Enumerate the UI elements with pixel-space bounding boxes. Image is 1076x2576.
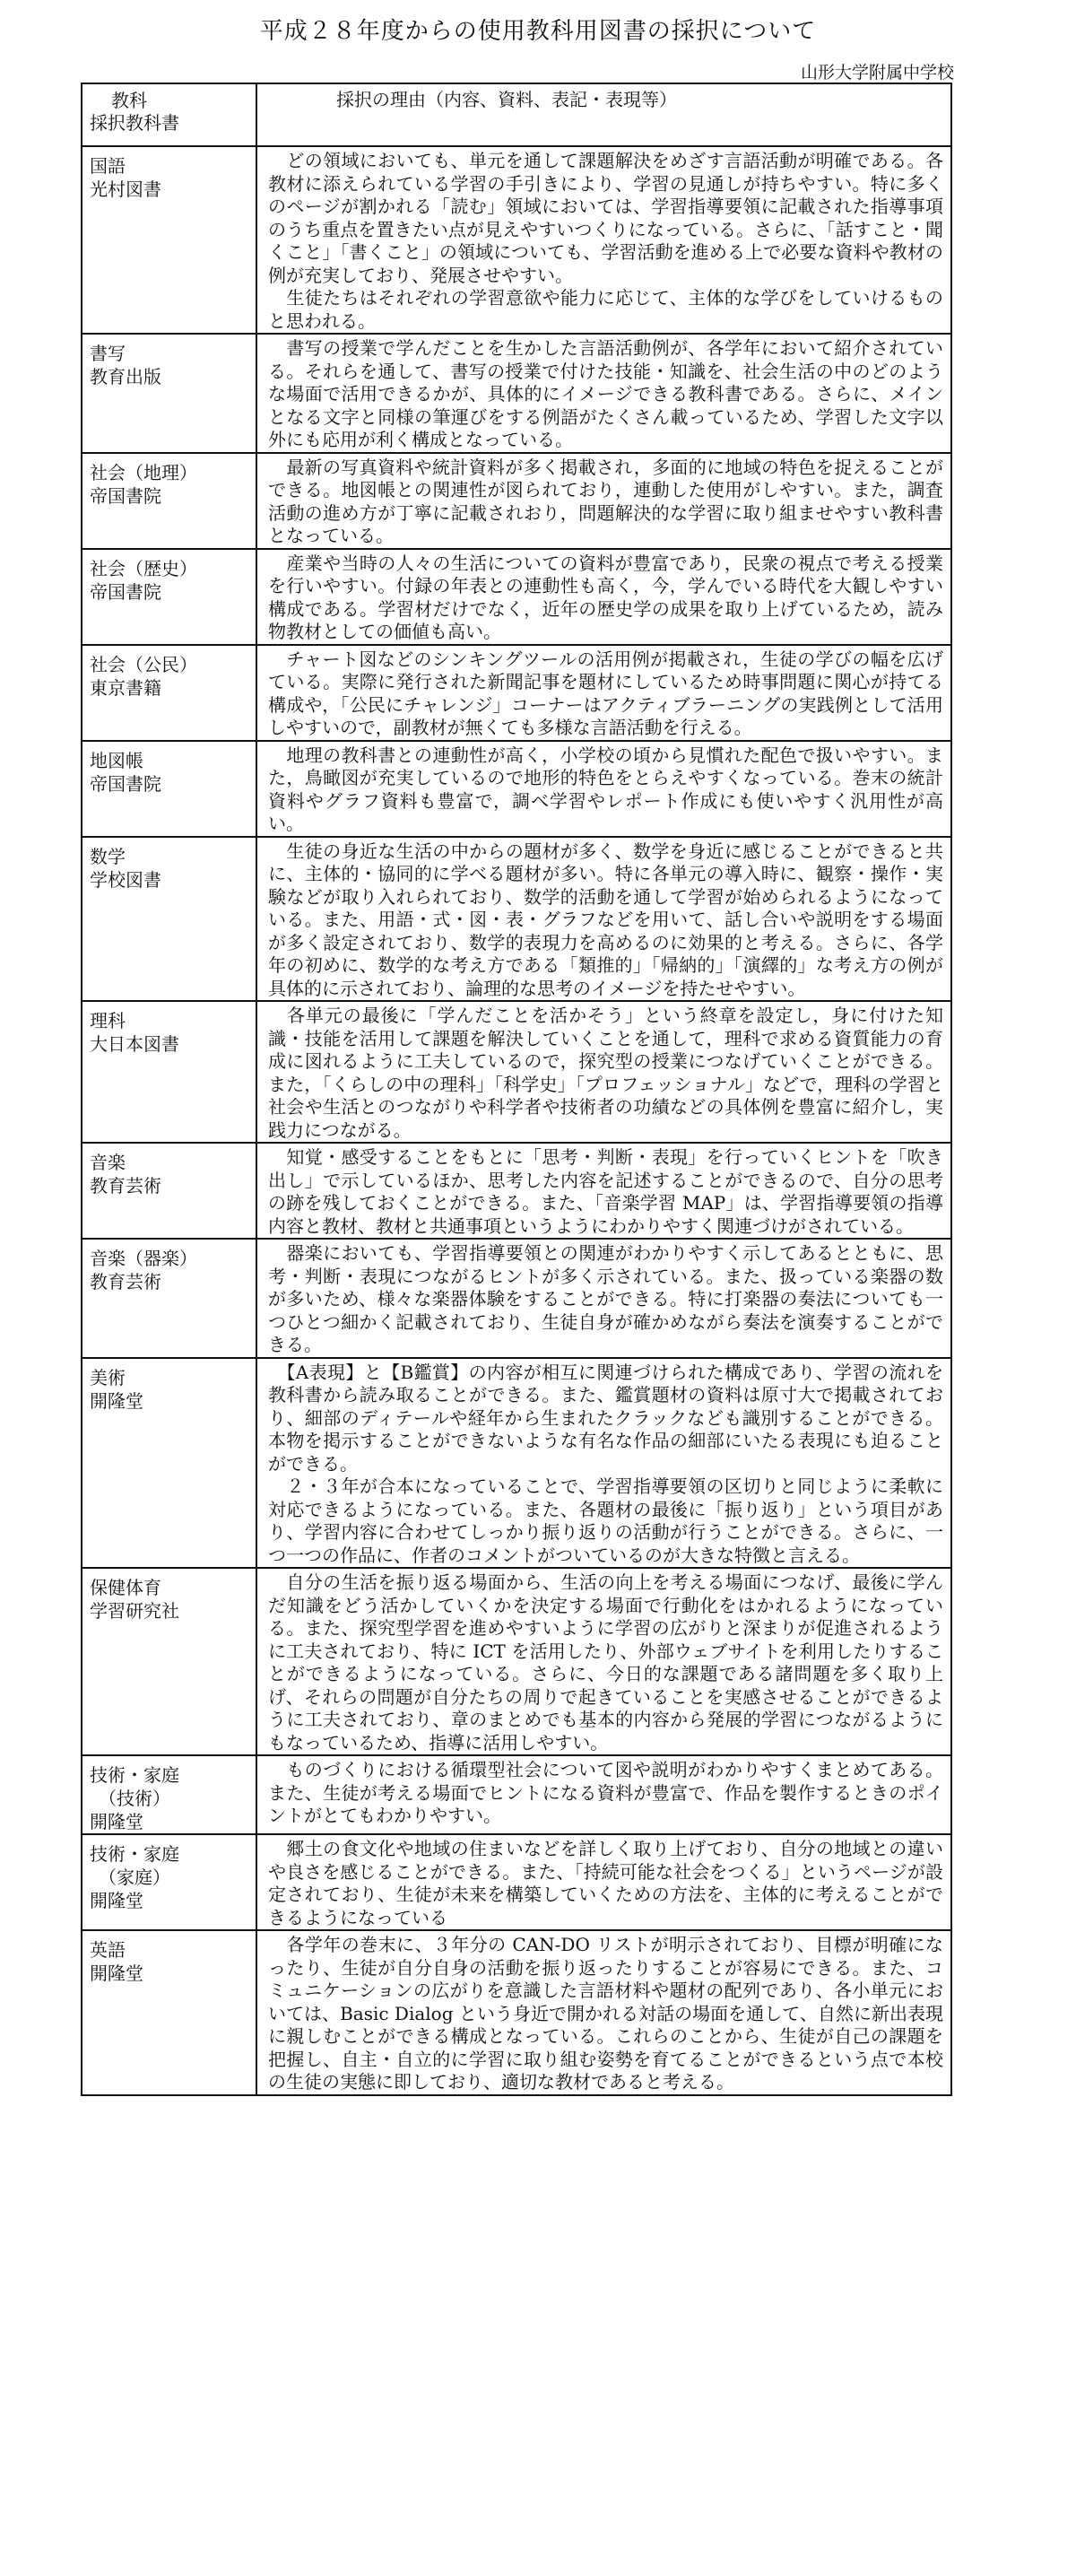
table-row [82,1143,951,1239]
publisher-name: 開隆堂 [90,1962,143,1984]
table-row [82,837,951,1002]
subject-cell [82,837,256,1002]
subject-name: 英語 [90,1939,126,1961]
subject-name: 地図帳 [90,749,143,771]
subject-name: 社会（地理） [90,461,197,483]
subject-cell [82,334,256,453]
reason-cell [256,1755,951,1834]
table-row [82,1001,951,1143]
reason-paragraph: 自分の生活を振り返る場面から、生活の向上を考える場面につなげ、最後に学んだ知識をどう活かしていくかを決定する場面で行動化をはかれるようになっている。また、探究型学習を進めやすいように学習の広がりと深まりが促進されるように工夫されており、特に ICT を活用したり、外部ウェブサイトを利用したりすることができるようになっている。さらに、今日的な課題である諸問題を多く取り上げ、それらの問題が自分たちの周りで起きていることを実感させることができるように工夫されており、章のまとめでも基本的内容から発展的学習につながるようにもなっているため、指導に活用しやすい。 [268,1571,943,1754]
subject-cell [82,741,256,837]
table-row [82,334,951,453]
subject-name: 技術・家庭 [90,1764,179,1786]
subject-cell [82,1143,256,1239]
table-row [82,1755,951,1834]
subject-name: 音楽 [90,1152,126,1173]
table-row [82,1930,951,2095]
page-title: 平成２８年度からの使用教科用図書の採択について [259,18,817,45]
reason-cell [256,741,951,837]
table-row [82,146,951,334]
table-row [82,1358,951,1569]
subject-name: 美術 [90,1366,126,1388]
subject-name: 理科 [90,1010,126,1031]
reason-cell [256,453,951,549]
subject-name: 社会（公民） [90,653,197,675]
reason-paragraph: 各単元の最後に「学んだことを活かそう」という終章を設定し，身に付けた知識・技能を活用して課題を解決していくことを通して，理科で求める資質能力の育成に図れるように工夫しているので，探究型の授業につなげていくことができる。また，「くらしの中の理科」「科学史」「プロフェッショナル」などで，理科の学習と社会や生活とのつながりや科学者や技術者の功績などの具体例を豊富に紹介し，実践力につながる。 [268,1005,943,1141]
publisher-name: 教育芸術 [90,1175,161,1197]
publisher-name: 学習研究社 [90,1600,179,1622]
publisher-name: 開隆堂 [90,1389,143,1412]
table-row [82,1834,951,1930]
reason-cell [256,1834,951,1930]
publisher-name: 開隆堂 [90,1811,143,1832]
subject-name: 技術・家庭 [90,1843,179,1865]
publisher-name: 大日本図書 [90,1033,179,1055]
subject-name: 音楽（器楽） [90,1248,197,1269]
reason-cell [256,645,951,741]
subject-name: 数学 [90,845,126,867]
table-row [82,741,951,837]
publisher-name: 光村図書 [90,178,161,200]
publisher-name: 教育出版 [90,366,161,387]
header-textbook-label: 採択教科書 [90,112,179,134]
reason-cell [256,1358,951,1569]
subject-name: 国語 [90,155,126,177]
publisher-name: 開隆堂 [90,1890,143,1911]
reason-paragraph: ものづくりにおける循環型社会について図や説明がわかりやすくまとめてある。また、生徒が考える場面でヒントになる資料が豊富で、作品を製作するときのポイントがとてもわかりやすい。 [268,1759,943,1826]
reason-paragraph: 最新の写真資料や統計資料が多く掲載され，多面的に地域の特色を捉えることができる。地図帳との関連性が図られており，連動した使用がしやすい。また，調査活動の進め方が丁寧に記載されおり，問題解決的な学習に取り組ませやすい教科書となっている。 [268,456,943,546]
subject-cell [82,453,256,549]
table-row [82,549,951,645]
subject-cell [82,1001,256,1143]
subject-cell [82,549,256,645]
subject-subname: （技術） [99,1788,170,1809]
reason-cell [256,1143,951,1239]
publisher-name: 学校図書 [90,868,161,891]
textbook-adoption-table [81,83,952,2096]
publisher-name: 帝国書院 [90,772,161,795]
subject-subname: （家庭） [99,1867,170,1888]
reason-paragraph: 生徒の身近な生活の中からの題材が多く、数学を身近に感じることができると共に、主体的・協同的に学べる題材が多い。特に各単元の導入時に、観察・操作・実験などが取り入れられており、数学的活動を通して学習が始められるようになっている。また、用語・式・図・表・グラフなどを用いて、話し合いや説明をする場面が多く設定されており、数学的表現力を高めるのに効果的と考える。さらに、各学年の初めに、数学的な考え方である「類推的」「帰納的」「演繹的」な考え方の例が具体的に示されており、論理的な思考のイメージを持たせやすい。 [268,840,943,999]
subject-name: 書写 [90,343,126,364]
header-subject-cell [82,83,256,146]
subject-cell [82,1755,256,1834]
publisher-name: 帝国書院 [90,580,161,603]
publisher-name: 帝国書院 [90,484,161,507]
subject-name: 保健体育 [90,1577,161,1598]
subject-cell [82,146,256,334]
table-row [82,1568,951,1755]
publisher-name: 東京書籍 [90,676,161,699]
table-row [82,1239,951,1358]
reason-paragraph: 生徒たちはそれぞれの学習意欲や能力に応じて、主体的な学びをしていけるものと思われる。 [268,287,943,332]
header-subject-label: 教科 [111,90,147,111]
reason-paragraph: 書写の授業で学んだことを生かした言語活動例が、各学年において紹介されている。それらを通して、書写の授業で付けた技能・知識を、社会生活の中のどのような場面で活用できるかが、具体的にイメージできる教科書である。さらに、メインとなる文字と同様の筆運びをする例語がたくさん載っているため、学習した文字以外にも応用が利く構成となっている。 [268,337,943,450]
reason-paragraph: 産業や当時の人々の生活についての資料が豊富であり，民衆の視点で考える授業を行いやすい。付録の年表との連動性も高く，今，学んでいる時代を大観しやすい構成である。学習材だけでなく，近年の歴史学の成果を取り上げているため，読み物教材としての価値も高い。 [268,552,943,642]
reason-cell [256,549,951,645]
reason-paragraph: 地理の教科書との連動性が高く，小学校の頃から見慣れた配色で扱いやすい。また，鳥瞰図が充実しているので地形的特色をとらえやすくなっている。巻末の統計資料やグラフ資料も豊富で，調べ学習やレポート作成にも使いやすく汎用性が高い。 [268,744,943,834]
reason-paragraph: 知覚・感受することをもとに「思考・判断・表現」を行っていくヒントを「吹き出し」で示しているほか、思考した内容を記述することができるので、自分の思考の跡を残しておくことができる。また、「音楽学習 MAP」は、学習指導要領の指導内容と教材、教材と共通事項というようにわかりやすく関連づけがされている。 [268,1146,943,1237]
reason-paragraph: 郷土の食文化や地域の住まいなどを詳しく取り上げており、自分の地域との違いや良さを感じることができる。また、「持続可能な社会をつくる」というページが設定されており、生徒が未来を構築していくための方法を、主体的に考えることができるようになっている [268,1838,943,1928]
subject-cell [82,1239,256,1358]
subject-cell [82,1930,256,2095]
reason-cell [256,837,951,1002]
reason-paragraph: 器楽においても、学習指導要領との関連がわかりやすく示してあるとともに、思考・判断・表現につながるヒントが多く示されている。また、扱っている楽器の数が多いため、様々な楽器体験をすることができる。特に打楽器の奏法についても一つひとつ細かく記載されており、生徒自身が確かめながら奏法を演奏することができる。 [268,1242,943,1355]
school-name: 山形大学附属中学校 [800,63,954,83]
reason-paragraph: どの領域においても、単元を通して課題解決をめざす言語活動が明確である。各教材に添えられている学習の手引きにより、学習の見通しが持ちやすい。特に多くのページが割かれる「読む」領域においては、学習指導要領に記載された指導事項のうち重点を置きたい点が見えやすいつくりになっている。さらに、「話すこと・聞くこと」「書くこと」の領域についても、学習活動を進める上で必要な資料や教材の例が充実しており、発展させやすい。 [268,150,943,286]
reason-paragraph: 各学年の巻末に、３年分の CAN-DO リストが明示されており、目標が明確になったり、生徒が自分自身の活動を振り返ったりすることが容易にできる。また、コミュニケーションの広がりを意識した言語材料や題材の配列であり、各小単元においては、Basic Dialog という身近で開かれる対話の場面を通して、自然に新出表現に親しむことができる構成となっている。これらのことから、生徒が自己の課題を把握し、自主・自立的に学習に取り組む姿勢を育てることができるという点で本校の生徒の実態に即しており、適切な教材であると考える。 [268,1934,943,2093]
reason-cell [256,1239,951,1358]
reason-paragraph: チャート図などのシンキングツールの活用例が掲載され，生徒の学びの幅を広げている。実際に発行された新聞記事を題材にしているため時事問題に関心が持てる構成や，「公民にチャレンジ」コーナーはアクティブラーニングの実践例として活用しやすいので，副教材が無くても多様な言語活動を行える。 [268,648,943,738]
subject-cell [82,1834,256,1930]
reason-cell [256,1001,951,1143]
reason-cell [256,146,951,334]
reason-paragraph: 【A表現】と【B鑑賞】の内容が相互に関連づけられた構成であり、学習の流れを教科書から読み取ることができる。また、鑑賞題材の資料は原寸大で掲載されており、細部のディテールや経年から生まれたクラックなども識別することができる。本物を掲示することができないような有名な作品の細部にいたる表現にも迫ることができる。 [268,1361,943,1475]
reason-cell [256,334,951,453]
table-row [82,453,951,549]
reason-cell [256,1568,951,1755]
subject-cell [82,1568,256,1755]
publisher-name: 教育芸術 [90,1271,161,1292]
header-reason-label: 採択の理由（内容、資料、表記・表現等） [336,89,677,110]
reason-cell [256,1930,951,2095]
subject-name: 社会（歴史） [90,557,197,579]
subject-cell [82,1358,256,1569]
table-row [82,645,951,741]
table-header-row [82,83,951,146]
subject-cell [82,645,256,741]
reason-paragraph: ２・３年が合本になっていることで、学習指導要領の区切りと同じように柔軟に対応できるようになっている。また、各題材の最後に「振り返り」という項目があり、学習内容に合わせてしっかり振り返りの活動が行うことができる。さらに、一つ一つの作品に、作者のコメントがついているのが大きな特徴と言える。 [268,1475,943,1566]
header-reason-cell [256,83,951,146]
